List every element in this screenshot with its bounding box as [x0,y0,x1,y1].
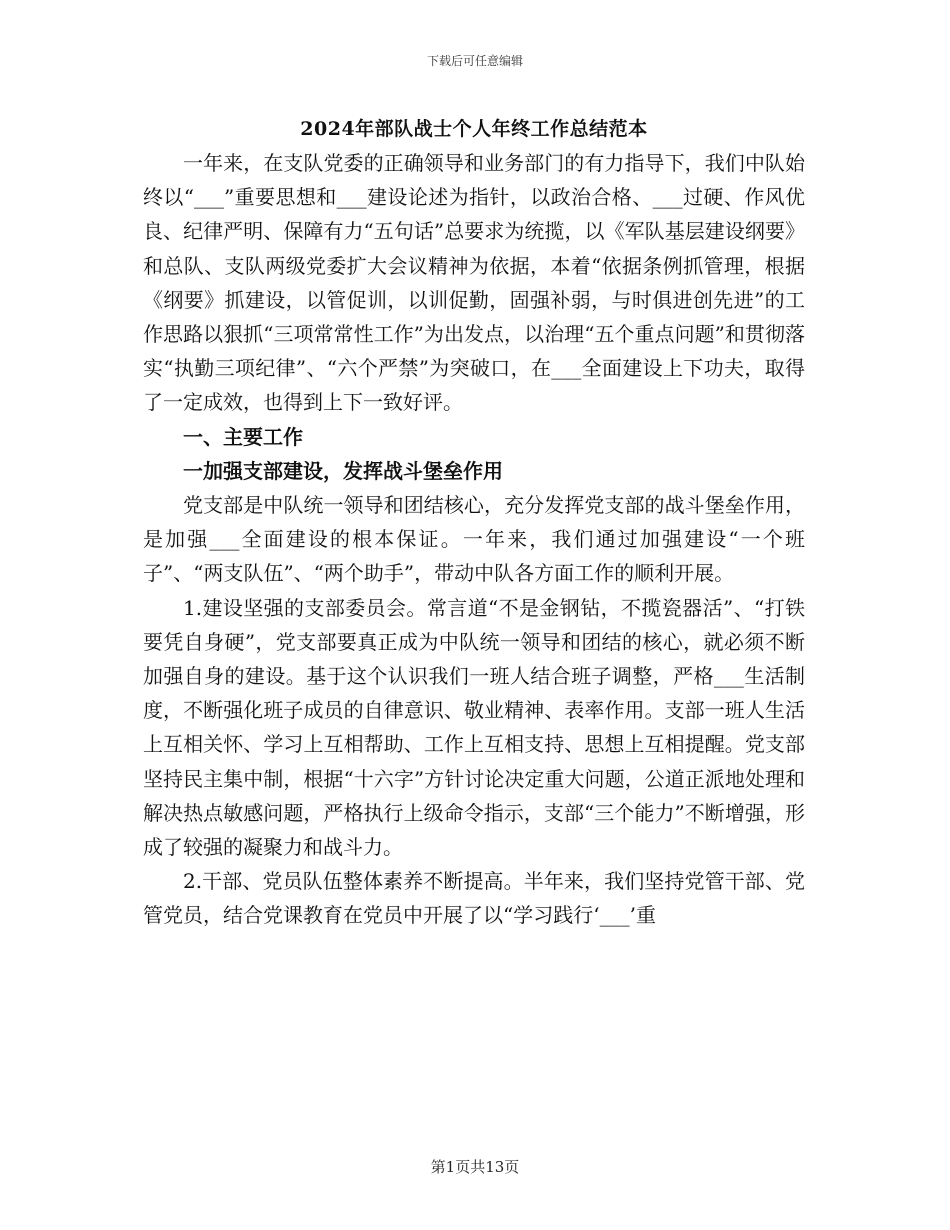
paragraph-cadres: 2.干部、党员队伍整体素养不断提高。半年来，我们坚持党管干部、党管党员，结合党课教育在党员中开展了以“学习践行‘___’重 [143,869,805,928]
paragraph-committee: 1.建设坚强的支部委员会。常言道“不是金钢钻，不揽瓷器活”、“打铁要凭自身硬”，党支部要真正成为中队统一领导和团结的核心，就必须不断加强自身的建设。基于这个认识我们一班人结合班子调整，严格___生活制度，不断强化班子成员的自律意识、敬业精神、表率作用。支部一班人生活上互相关怀、学习上互相帮助、工作上互相支持、思想上互相提醒。党支部坚持民主集中制，根据“十六字”方针讨论决定重大问题，公道正派地处理和解决热点敏感问题，严格执行上级命令指示，支部“三个能力”不断增强，形成了较强的凝聚力和战斗力。 [143,595,805,860]
document-body [143,112,805,933]
page-number: 第1页共13页 [430,1158,520,1176]
paragraph-intro: 一年来，在支队党委的正确领导和业务部门的有力指导下，我们中队始终以“___”重要思想和___建设论述为指针，以政治合格、___过硬、作风优良、纪律严明、保障有力“五句话”总要求为统揽，以《军队基层建设纲要》和总队、支队两级党委扩大会议精神为依据，本着“依据条例抓管理，根据《纲要》抓建设，以管促训，以训促勤，固强补弱，与时俱进创先进”的工作思路以狠抓“三项常常性工作”为出发点，以治理“五个重点问题”和贯彻落实“执勤三项纪律”、“六个严禁”为突破口，在___全面建设上下功夫，取得了一定成效，也得到上下一致好评。 [143,151,805,415]
paragraph-party-branch: 党支部是中队统一领导和团结核心，充分发挥党支部的战斗堡垒作用，是加强___全面建设的根本保证。一年来，我们通过加强建设“一个班子”、“两支队伍”、“两个助手”，带动中队各方面工作的顺利开展。 [143,493,805,586]
header-note: 下载后可任意编辑 [426,54,523,68]
document-title: 2024年部队战士个人年终工作总结范本 [300,118,648,140]
heading-party-branch: 一加强支部建设，发挥战斗堡垒作用 [183,458,503,483]
heading-main-work: 一、主要工作 [183,424,303,449]
